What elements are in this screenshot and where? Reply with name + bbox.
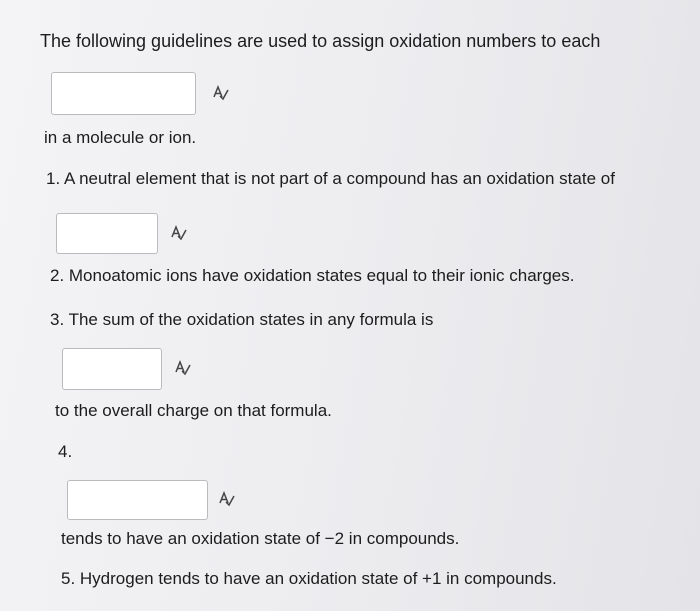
rule-5-text: 5. Hydrogen tends to have an oxidation state of +1 in compounds. <box>61 569 557 588</box>
answer-field-1[interactable] <box>51 72 196 115</box>
rule-4-after-text: tends to have an oxidation state of −2 in compounds. <box>61 529 460 548</box>
rule-3-text: 3. The sum of the oxidation states in any formula is <box>50 310 434 329</box>
spellcheck-icon[interactable] <box>174 359 192 377</box>
spellcheck-icon[interactable] <box>218 490 236 508</box>
spellcheck-icon[interactable] <box>170 224 188 242</box>
rule-3-after-text: to the overall charge on that formula. <box>55 401 332 420</box>
answer-field-2[interactable] <box>56 213 158 254</box>
answer-field-4[interactable] <box>67 480 208 520</box>
intro-text: The following guidelines are used to assign oxidation numbers to each <box>40 31 601 51</box>
rule-1-text: 1. A neutral element that is not part of a compound has an oxidation state of <box>46 169 615 188</box>
rule-4-number: 4. <box>58 442 73 461</box>
answer-field-3[interactable] <box>62 348 162 390</box>
rule-2-text: 2. Monoatomic ions have oxidation states equal to their ionic charges. <box>50 266 575 285</box>
spellcheck-icon[interactable] <box>212 84 230 102</box>
intro-after-text: in a molecule or ion. <box>44 128 197 147</box>
